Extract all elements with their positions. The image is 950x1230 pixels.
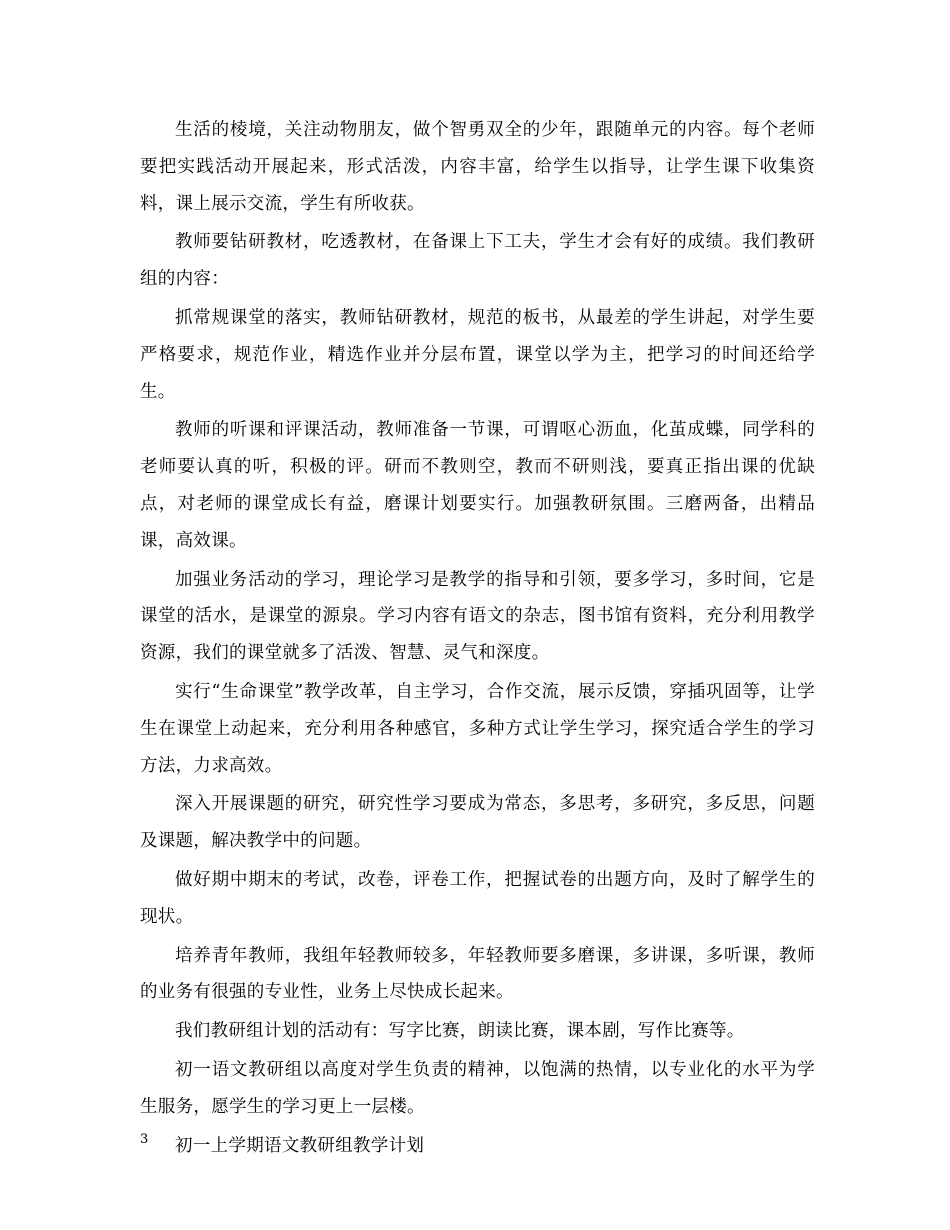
paragraph-1: 生活的棱境，关注动物朋友，做个智勇双全的少年，跟随单元的内容。每个老师要把实践活动开展起来，形式活泼，内容丰富，给学生以指导，让学生课下收集资料，课上展示交流，学生有所收获。 [140, 120, 815, 214]
document-body [140, 112, 815, 1166]
paragraph-2: 教师要钻研教材，吃透教材，在备课上下工夫，学生才会有好的成绩。我们教研组的内容： [140, 232, 815, 290]
paragraph-4: 教师的听课和评课活动，教师准备一节课，可谓呕心沥血，化茧成蝶，同学科的老师要认真的听，积极的评。研而不教则空，教而不研则浅，要真正指出课的优缺点，对老师的课堂成长有益，磨课计划要实行。加强教研氛围。三磨两备，出精品课，高效课。 [140, 420, 815, 551]
page-number: 3 [140, 1132, 149, 1147]
paragraph-6: 实行“生命课堂”教学改革，自主学习，合作交流，展示反馈，穿插巩固等，让学生在课堂上动起来，充分利用各种感官，多种方式让学生学习，探究适合学生的学习方法，力求高效。 [140, 681, 815, 776]
paragraph-7: 深入开展课题的研究，研究性学习要成为常态，多思考，多研究，多反思，问题及课题，解决教学中的问题。 [140, 794, 815, 852]
paragraph-5: 加强业务活动的学习，理论学习是教学的指导和引领，要多学习，多时间，它是课堂的活水，是课堂的源泉。学习内容有语文的杂志，图书馆有资料，充分利用教学资源，我们的课堂就多了活泼、智慧、灵气和深度。 [140, 569, 815, 664]
paragraph-12-heading: 初一上学期语文教研组教学计划 [175, 1135, 425, 1156]
paragraph-11: 初一语文教研组以高度对学生负责的精神，以饱满的热情，以专业化的水平为学生服务，愿学生的学习更上一层楼。 [140, 1059, 815, 1117]
paragraph-3: 抓常规课堂的落实，教师钻研教材，规范的板书，从最差的学生讲起，对学生要严格要求，规范作业，精选作业并分层布置，课堂以学为主，把学习的时间还给学生。 [140, 307, 815, 402]
paragraph-10: 我们教研组计划的活动有：写字比赛，朗读比赛，课本剧，写作比赛等。 [175, 1021, 745, 1042]
paragraph-8: 做好期中期末的考试，改卷，评卷工作，把握试卷的出题方向，及时了解学生的现状。 [140, 869, 815, 927]
paragraph-9: 培养青年教师，我组年轻教师较多，年轻教师要多磨课，多讲课，多听课，教师的业务有很强的专业性，业务上尽快成长起来。 [140, 945, 815, 1003]
